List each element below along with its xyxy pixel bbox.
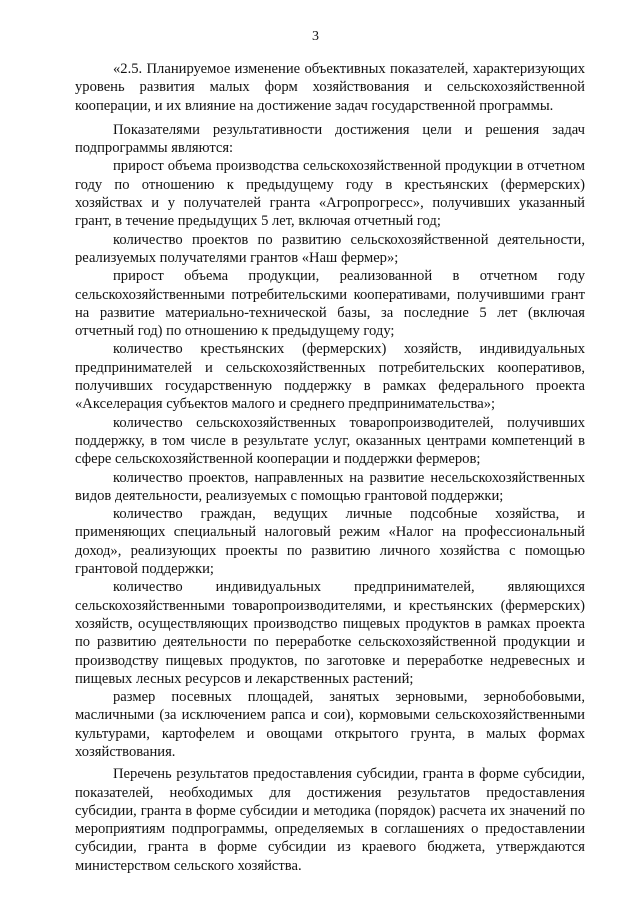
indicator-food-production-paragraph: количество индивидуальных предпринимателей, являющихся сельскохозяйственными товаропроизводителями, и крестьянских (фермерских) хозяйств, осуществляющих производство пищевых продуктов в рамках проекта по развитию деятельности по переработке сельскохозяйственной продукции и производству пищевых продуктов, по заготовке и переработке недревесных и пищевых лесных ресурсов и лекарственных растений; (75, 579, 585, 687)
indicator-agroprogress-paragraph: прирост объема производства сельскохозяйственной продукции в отчетном году по отношению к предыдущему году в крестьянских (фермерских) хозяйствах и у получателей гранта «Агропрогресс», получивших указанный грант, в течение предыдущих 5 лет, включая отчетный год; (75, 158, 585, 230)
indicators-intro-paragraph: Показателями результативности достижения цели и решения задач подпрограммы являются: (75, 121, 585, 157)
results-list-paragraph: Перечень результатов предоставления субсидии, гранта в форме субсидии, показателей, необходимых для достижения результатов предоставления субсидии, гранта в форме субсидии и методика (порядок) расчета их значений по мероприятиям подпрограммы, определяемых в соглашениях о предоставлении субсидии, гранта в форме субсидии из краевого бюджета, утверждаются министерством сельского хозяйства. (75, 766, 585, 874)
indicator-cooperatives-paragraph: прирост объема продукции, реализованной в отчетном году сельскохозяйственными потребительскими кооперативами, получившими грант на развитие материально-технической базы, за последние 5 лет (включая отчетный год) по отношению к предыдущему году; (75, 268, 585, 340)
indicator-acceleration-paragraph: количество крестьянских (фермерских) хозяйств, индивидуальных предпринимателей и сельскохозяйственных потребительских кооперативов, получивших государственную поддержку в рамках федерального проекта «Акселерация субъектов малого и среднего предпринимательства»; (75, 341, 585, 413)
section-heading-paragraph: «2.5. Планируемое изменение объективных показателей, характеризующих уровень развития малых форм хозяйствования и сельскохозяйственной кооперации, и их влияние на достижение задач государственной программы. (75, 61, 585, 114)
page-number: 3 (312, 29, 319, 44)
indicator-competence-centers-paragraph: количество сельскохозяйственных товаропроизводителей, получивших поддержку, в том числе в результате услуг, оказанных центрами компетенций в сфере сельскохозяйственной кооперации и поддержки фермеров; (75, 414, 585, 468)
indicator-nash-fermer-paragraph: количество проектов по развитию сельскохозяйственной деятельности, реализуемых получателями грантов «Наш фермер»; (75, 231, 585, 266)
indicator-sown-areas-paragraph: размер посевных площадей, занятых зерновыми, зернобобовыми, масличными (за исключением рапса и сои), кормовыми сельскохозяйственными культурами, картофелем и овощами открытого грунта, в малых формах хозяйствования. (75, 689, 585, 760)
indicator-non-agricultural-paragraph: количество проектов, направленных на развитие несельскохозяйственных видов деятельности, реализуемых с помощью грантовой поддержки; (75, 469, 585, 504)
document-body (75, 60, 585, 875)
indicator-personal-farms-paragraph: количество граждан, ведущих личные подсобные хозяйства, и применяющих специальный налоговый режим «Налог на профессиональный доход», реализующих проекты по развитию личного хозяйства с помощью грантовой поддержки; (75, 506, 585, 578)
